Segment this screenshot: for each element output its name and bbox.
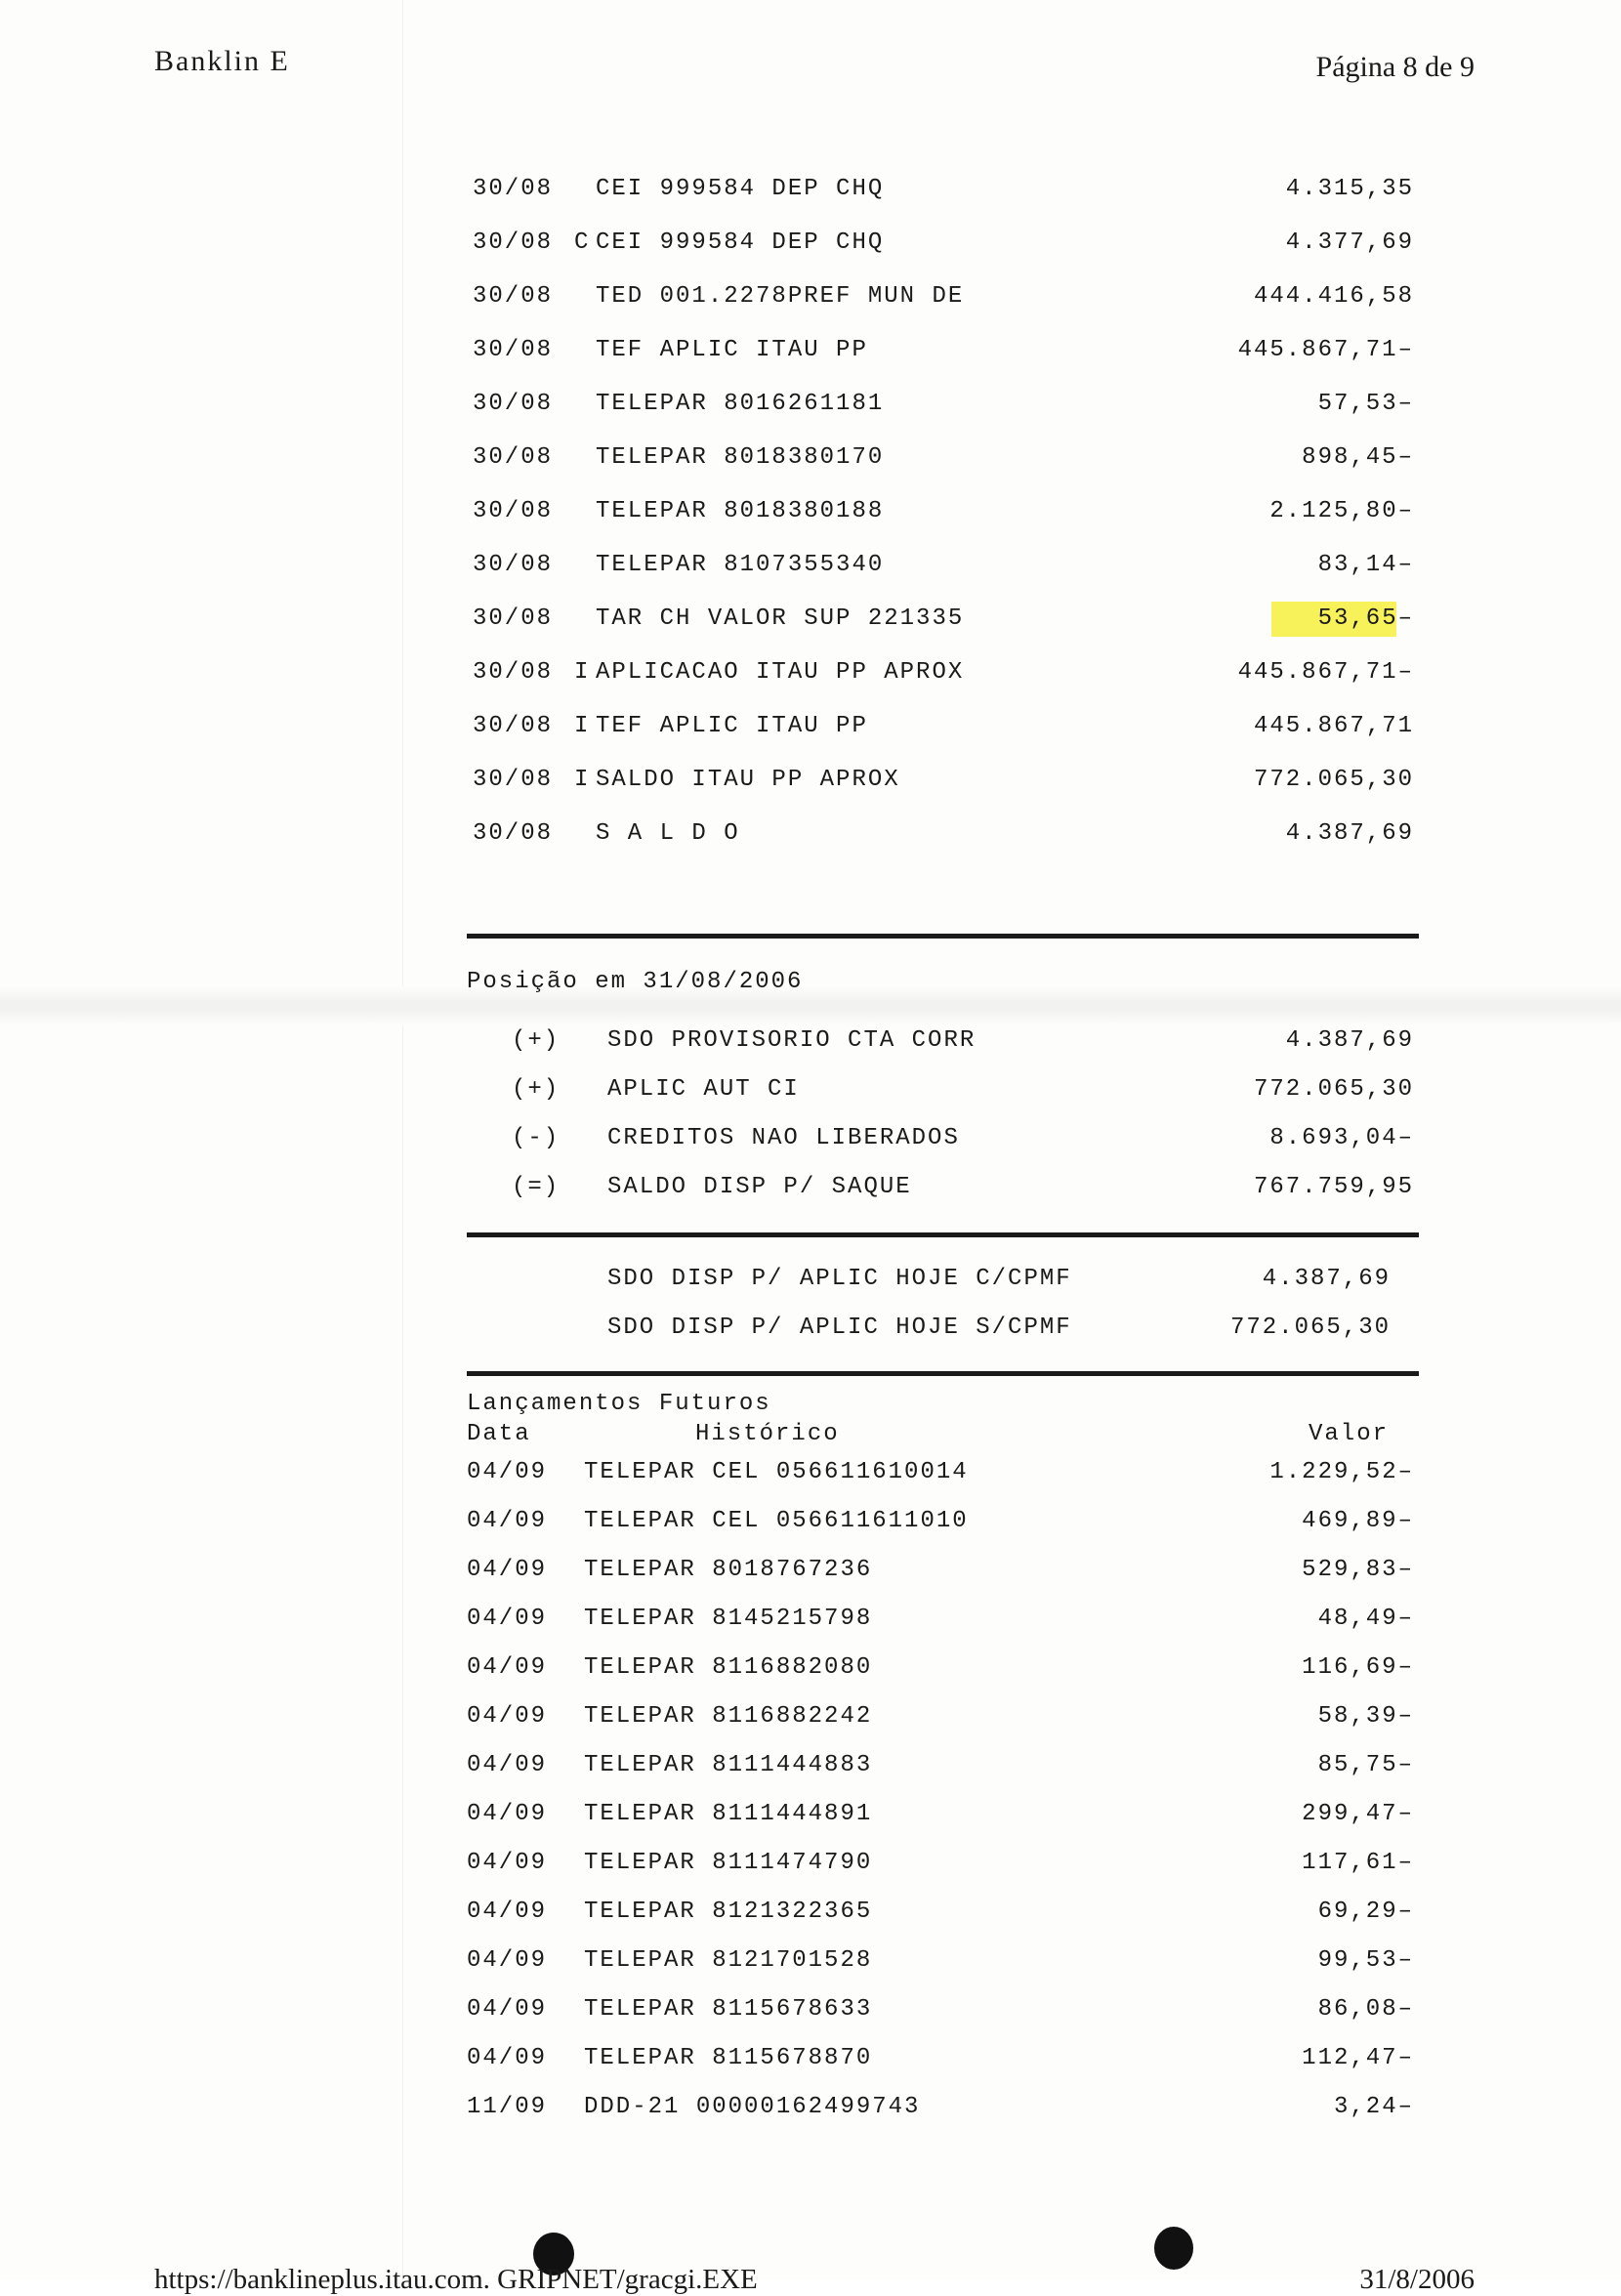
future-amount: 116,69– xyxy=(1302,1654,1414,1681)
future-date: 04/09 xyxy=(467,1850,548,1876)
future-amount: 112,47– xyxy=(1302,2045,1414,2071)
transaction-row xyxy=(0,767,1621,806)
transaction-date: 30/08 xyxy=(473,337,554,363)
transaction-amount: 57,53– xyxy=(1317,391,1414,417)
transaction-amount: 444.416,58 xyxy=(1253,283,1414,310)
available-row xyxy=(0,1266,1621,1305)
future-date: 04/09 xyxy=(467,1899,548,1925)
future-entry-row xyxy=(0,1508,1621,1547)
transaction-date: 30/08 xyxy=(473,767,554,793)
future-amount: 99,53– xyxy=(1317,1947,1414,1974)
transaction-row xyxy=(0,283,1621,322)
future-amount: 299,47– xyxy=(1302,1801,1414,1827)
transaction-row xyxy=(0,659,1621,698)
transaction-amount: 4.315,35 xyxy=(1285,176,1414,202)
transaction-date: 30/08 xyxy=(473,820,554,847)
position-description: APLIC AUT CI xyxy=(607,1076,800,1103)
page-number: Página 8 de 9 xyxy=(1315,51,1475,83)
transaction-row xyxy=(0,230,1621,269)
future-description: TELEPAR CEL 056611611010 xyxy=(584,1508,969,1534)
transaction-description: TEF APLIC ITAU PP xyxy=(596,713,868,739)
transaction-row xyxy=(0,820,1621,859)
position-row xyxy=(0,1174,1621,1213)
position-sign: (+) xyxy=(512,1027,561,1054)
future-description: TELEPAR 8121701528 xyxy=(584,1947,873,1974)
transaction-description: TEF APLIC ITAU PP xyxy=(596,337,868,363)
brand-header: Banklin E xyxy=(154,45,290,77)
available-description: SDO DISP P/ APLIC HOJE S/CPMF xyxy=(607,1315,1072,1341)
future-date: 04/09 xyxy=(467,1947,548,1974)
scan-blot xyxy=(1154,2227,1193,2270)
future-amount: 86,08– xyxy=(1317,1996,1414,2023)
future-title: Lançamentos Futuros xyxy=(467,1391,771,1417)
future-entry-row xyxy=(0,1654,1621,1693)
transaction-description: TELEPAR 8018380188 xyxy=(596,498,885,524)
transaction-row xyxy=(0,713,1621,752)
transaction-description: SALDO ITAU PP APROX xyxy=(596,767,900,793)
future-amount: 1.229,52– xyxy=(1269,1459,1414,1485)
transaction-row xyxy=(0,176,1621,215)
position-amount: 4.387,69 xyxy=(1285,1027,1414,1054)
future-entry-row xyxy=(0,2094,1621,2133)
transaction-date: 30/08 xyxy=(473,391,554,417)
transaction-amount: 445.867,71 xyxy=(1253,713,1414,739)
future-description: TELEPAR 8116882242 xyxy=(584,1703,873,1730)
available-row xyxy=(0,1315,1621,1354)
transaction-description: CEI 999584 DEP CHQ xyxy=(596,230,885,256)
future-description: TELEPAR 8115678870 xyxy=(584,2045,873,2071)
future-date: 04/09 xyxy=(467,1606,548,1632)
transaction-amount: 4.377,69 xyxy=(1285,230,1414,256)
future-amount: 85,75– xyxy=(1317,1752,1414,1778)
transaction-row xyxy=(0,498,1621,537)
future-date: 04/09 xyxy=(467,2045,548,2071)
transaction-amount: 772.065,30 xyxy=(1253,767,1414,793)
future-date: 04/09 xyxy=(467,1508,548,1534)
future-amount: 69,29– xyxy=(1317,1899,1414,1925)
future-date: 04/09 xyxy=(467,1459,548,1485)
future-amount: 58,39– xyxy=(1317,1703,1414,1730)
transaction-flag: I xyxy=(574,767,591,793)
transaction-row xyxy=(0,444,1621,483)
position-row xyxy=(0,1125,1621,1164)
future-description: DDD-21 00000162499743 xyxy=(584,2094,921,2120)
transaction-amount: 898,45– xyxy=(1302,444,1414,471)
position-description: SALDO DISP P/ SAQUE xyxy=(607,1174,912,1200)
position-sign: (-) xyxy=(512,1125,561,1151)
future-entry-row xyxy=(0,1606,1621,1645)
position-sign: (+) xyxy=(512,1076,561,1103)
future-date: 04/09 xyxy=(467,1703,548,1730)
future-amount: 529,83– xyxy=(1302,1557,1414,1583)
transaction-description: TELEPAR 8018380170 xyxy=(596,444,885,471)
future-date: 04/09 xyxy=(467,1654,548,1681)
future-description: TELEPAR 8115678633 xyxy=(584,1996,873,2023)
future-entry-row xyxy=(0,1850,1621,1889)
transaction-row xyxy=(0,605,1621,645)
future-entry-row xyxy=(0,1996,1621,2035)
column-header-date: Data xyxy=(467,1421,531,1447)
transaction-description: S A L D O xyxy=(596,820,740,847)
future-description: TELEPAR 8121322365 xyxy=(584,1899,873,1925)
position-amount: 772.065,30 xyxy=(1253,1076,1414,1103)
section-divider xyxy=(467,1371,1419,1376)
transaction-date: 30/08 xyxy=(473,230,554,256)
future-date: 04/09 xyxy=(467,1801,548,1827)
transaction-description: TELEPAR 8107355340 xyxy=(596,552,885,578)
transaction-description: TAR CH VALOR SUP 221335 xyxy=(596,605,965,632)
future-entry-row xyxy=(0,1752,1621,1791)
transaction-description: TELEPAR 8016261181 xyxy=(596,391,885,417)
future-date: 11/09 xyxy=(467,2094,548,2120)
transaction-date: 30/08 xyxy=(473,444,554,471)
future-entry-row xyxy=(0,1899,1621,1938)
transaction-date: 30/08 xyxy=(473,283,554,310)
future-description: TELEPAR 8116882080 xyxy=(584,1654,873,1681)
transaction-row xyxy=(0,552,1621,591)
future-entry-row xyxy=(0,1557,1621,1596)
transaction-amount: 445.867,71– xyxy=(1237,337,1414,363)
transaction-amount: 4.387,69 xyxy=(1285,820,1414,847)
transaction-row xyxy=(0,337,1621,376)
transaction-date: 30/08 xyxy=(473,498,554,524)
future-entry-row xyxy=(0,1801,1621,1840)
transaction-date: 30/08 xyxy=(473,713,554,739)
footer-date: 31/8/2006 xyxy=(1359,2264,1475,2295)
position-amount: 767.759,95 xyxy=(1253,1174,1414,1200)
future-amount: 3,24– xyxy=(1333,2094,1414,2120)
transaction-date: 30/08 xyxy=(473,176,554,202)
position-description: CREDITOS NAO LIBERADOS xyxy=(607,1125,960,1151)
section-divider xyxy=(467,1232,1419,1237)
position-row xyxy=(0,1076,1621,1115)
transaction-amount: 83,14– xyxy=(1317,552,1414,578)
future-entry-row xyxy=(0,1703,1621,1742)
transaction-flag: I xyxy=(574,659,591,686)
future-date: 04/09 xyxy=(467,1996,548,2023)
transaction-date: 30/08 xyxy=(473,659,554,686)
future-amount: 117,61– xyxy=(1302,1850,1414,1876)
transaction-description: TED 001.2278PREF MUN DE xyxy=(596,283,965,310)
future-description: TELEPAR 8111444891 xyxy=(584,1801,873,1827)
future-amount: 48,49– xyxy=(1317,1606,1414,1632)
transaction-row xyxy=(0,391,1621,430)
transaction-amount: 445.867,71– xyxy=(1237,659,1414,686)
future-entry-row xyxy=(0,1459,1621,1498)
transaction-flag: I xyxy=(574,713,591,739)
future-description: TELEPAR 8018767236 xyxy=(584,1557,873,1583)
future-entry-row xyxy=(0,1947,1621,1986)
available-amount: 772.065,30 xyxy=(1229,1315,1391,1341)
future-date: 04/09 xyxy=(467,1557,548,1583)
transaction-date: 30/08 xyxy=(473,552,554,578)
section-divider xyxy=(467,934,1419,939)
future-description: TELEPAR 8111444883 xyxy=(584,1752,873,1778)
transaction-description: APLICACAO ITAU PP APROX xyxy=(596,659,965,686)
available-amount: 4.387,69 xyxy=(1262,1266,1391,1292)
footer-url: https://banklineplus.itau.com. GRIPNET/gracgi.EXE xyxy=(154,2264,758,2295)
transaction-description: CEI 999584 DEP CHQ xyxy=(596,176,885,202)
future-amount: 469,89– xyxy=(1302,1508,1414,1534)
future-description: TELEPAR 8145215798 xyxy=(584,1606,873,1632)
position-title: Posição em 31/08/2006 xyxy=(467,969,804,995)
column-header-history: Histórico xyxy=(695,1421,840,1447)
transaction-flag: C xyxy=(574,230,591,256)
position-sign: (=) xyxy=(512,1174,561,1200)
future-description: TELEPAR 8111474790 xyxy=(584,1850,873,1876)
transaction-date: 30/08 xyxy=(473,605,554,632)
future-description: TELEPAR CEL 056611610014 xyxy=(584,1459,969,1485)
transaction-amount: 53,65– xyxy=(1317,605,1414,632)
available-description: SDO DISP P/ APLIC HOJE C/CPMF xyxy=(607,1266,1072,1292)
column-header-value: Valor xyxy=(1309,1421,1390,1447)
transaction-amount: 2.125,80– xyxy=(1269,498,1414,524)
scan-fold-shadow xyxy=(0,986,1621,1025)
position-amount: 8.693,04– xyxy=(1269,1125,1414,1151)
future-date: 04/09 xyxy=(467,1752,548,1778)
position-row xyxy=(0,1027,1621,1066)
position-description: SDO PROVISORIO CTA CORR xyxy=(607,1027,977,1054)
future-entry-row xyxy=(0,2045,1621,2084)
